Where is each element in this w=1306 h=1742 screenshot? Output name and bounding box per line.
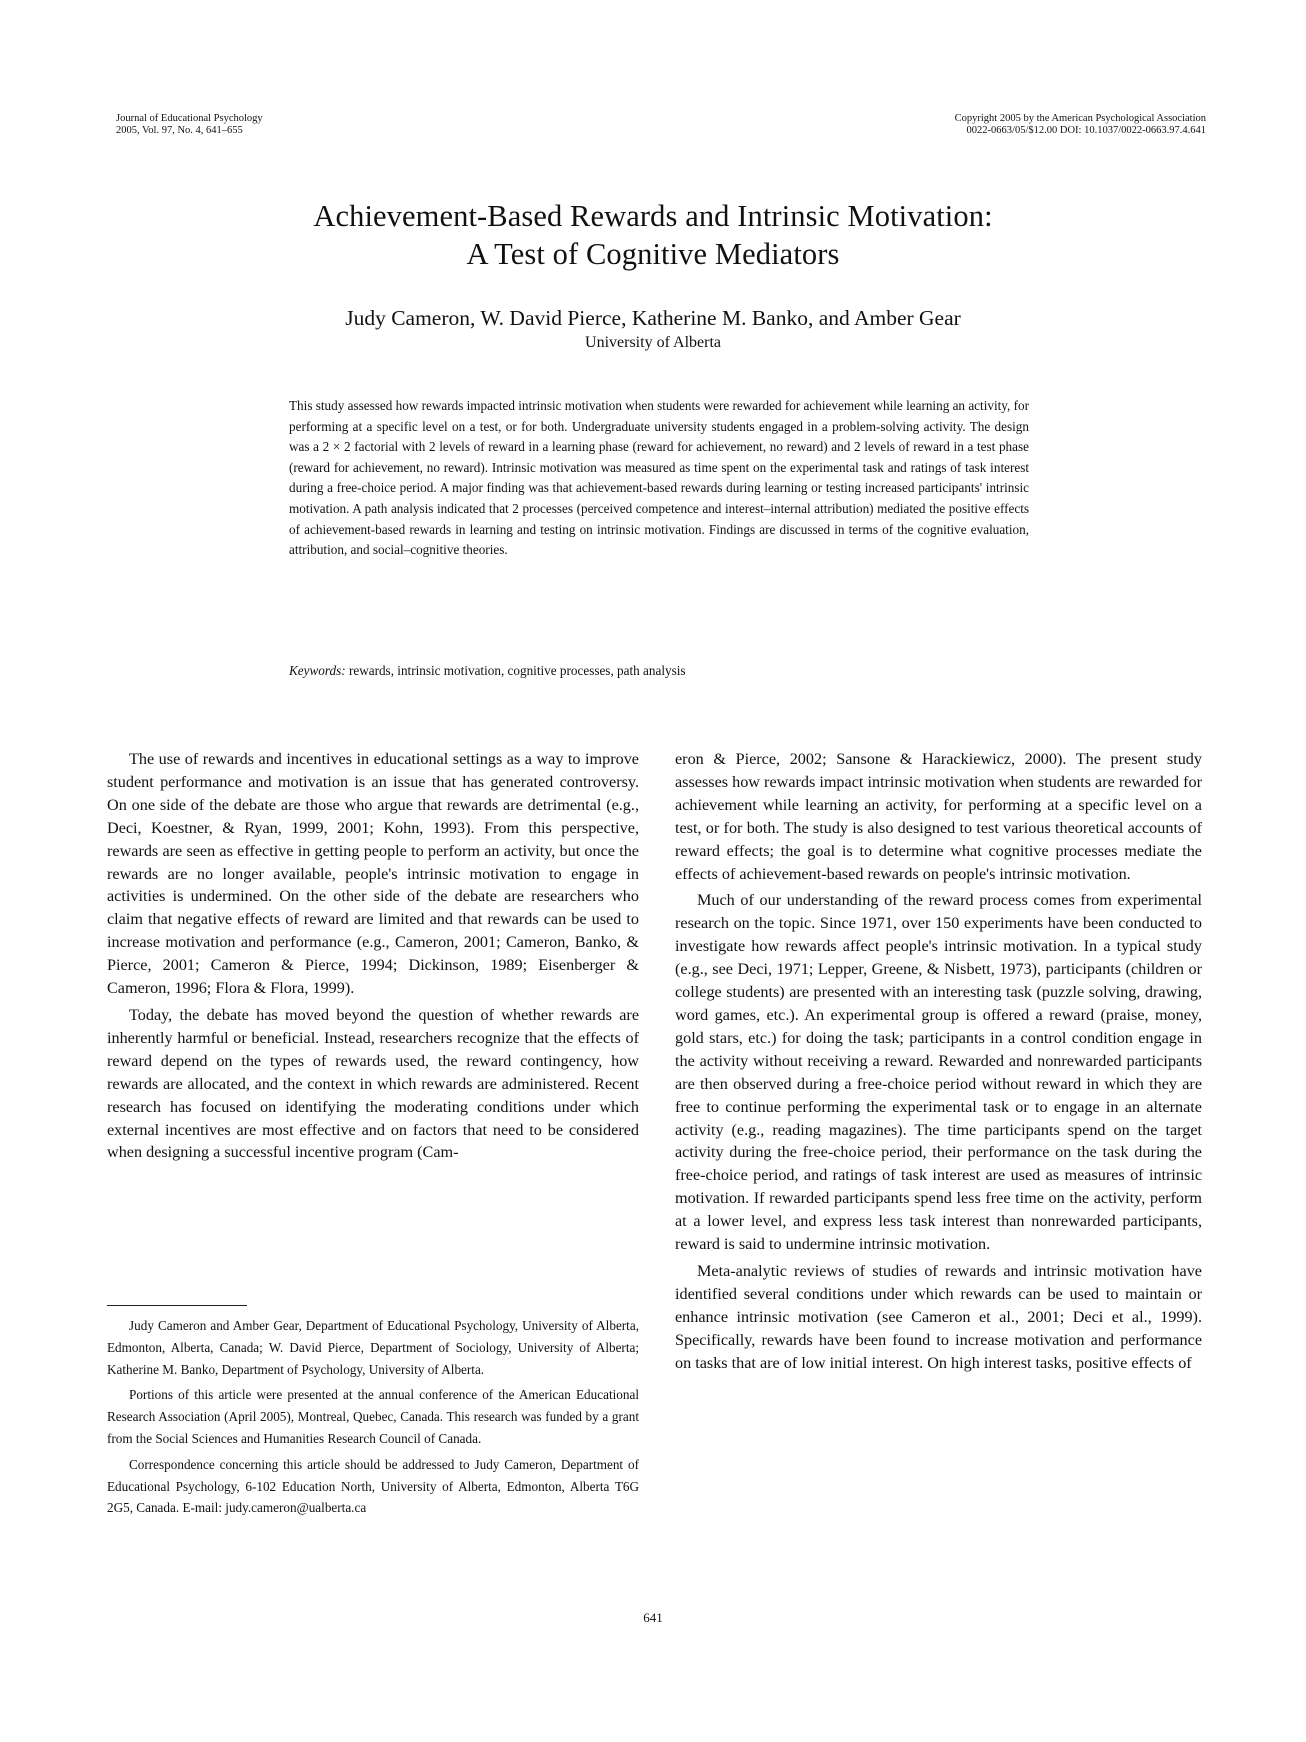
author-list: Judy Cameron, W. David Pierce, Katherine M. Banko, and Amber Gear <box>345 306 961 330</box>
abstract <box>289 396 1029 561</box>
copyright-header <box>955 113 1206 137</box>
footnotes <box>107 1315 639 1523</box>
keywords-label: Keywords: <box>289 663 346 678</box>
left-column <box>107 748 639 1168</box>
footnote-correspondence: Correspondence concerning this article should be addressed to Judy Cameron, Department of Educational Psychology, 6-102 Education North, University of Alberta, Edmonton, Alberta T6G 2G5, Canada. E-mail: judy.cameron@ualberta.ca <box>107 1456 639 1516</box>
title-line-1: Achievement-Based Rewards and Intrinsic Motivation: <box>313 199 993 233</box>
right-paragraph-2: Much of our understanding of the reward process comes from experimental research on the topic. Since 1971, over 150 experiments have been conducted to investigate how rewards affect people's intrinsic motivation. In a typical study (e.g., see Deci, 1971; Lepper, Greene, & Nisbett, 1973), participants (children or college students) are presented with an interesting task (puzzle solving, drawing, word games, etc.). An experimental group is offered a reward (praise, money, gold stars, etc.) for doing the task; participants in a control condition engage in the activity without receiving a reward. Rewarded and nonrewarded participants are then observed during a free-choice period without reward in which they are free to continue performing the experimental task or to engage in an alternate activity (e.g., reading magazines). The time participants spend on the target activity during the free-choice period, their performance on the task during the free-choice period, and ratings of task interest are used as measures of intrinsic motivation. If rewarded participants spend less free time on the activity, perform at a lower level, and express less task interest than nonrewarded participants, reward is said to undermine intrinsic motivation. <box>675 891 1202 1254</box>
keywords-text: rewards, intrinsic motivation, cognitive processes, path analysis <box>348 663 686 678</box>
right-paragraph-1: eron & Pierce, 2002; Sansone & Harackiewicz, 2000). The present study assesses how rewards impact intrinsic motivation when students are rewarded for achievement while learning an activity, for performing at a specific level on a test, or for both. The study is also designed to test various theoretical accounts of reward effects; the goal is to determine what cognitive processes mediate the effects of achievement-based rewards on people's intrinsic motivation. <box>675 750 1202 883</box>
affiliation: University of Alberta <box>585 334 721 351</box>
page-number: 641 <box>643 1610 663 1625</box>
right-paragraph-3: Meta-analytic reviews of studies of rewards and intrinsic motivation have identified several conditions under which rewards can be used to maintain or enhance intrinsic motivation (see Cameron et al., 2001; Deci et al., 1999). Specifically, rewards have been found to increase motivation and performance on tasks that are of low initial interest. On high interest tasks, positive effects of <box>675 1261 1202 1372</box>
title-line-2: A Test of Cognitive Mediators <box>466 237 840 271</box>
paper-title <box>0 197 1306 273</box>
footnote-divider <box>107 1305 247 1306</box>
journal-header <box>116 113 263 137</box>
keywords <box>289 661 1029 681</box>
doi-line: 0022-0663/05/$12.00 DOI: 10.1037/0022-0663.97.4.641 <box>966 125 1206 136</box>
abstract-text: This study assessed how rewards impacted intrinsic motivation when students were rewarded for achievement while learning an activity, for performing at a specific level on a test, or for both. Undergraduate university students engaged in a problem-solving activity. The design was a 2 × 2 factorial with 2 levels of reward in a learning phase (reward for achievement, no reward) and 2 levels of reward in a test phase (reward for achievement, no reward). Intrinsic motivation was measured as time spent on the experimental task and ratings of task interest during a free-choice period. A major finding was that achievement-based rewards during learning or testing increased participants' intrinsic motivation. A path analysis indicated that 2 processes (perceived competence and interest–internal attribution) mediated the positive effects of achievement-based rewards in learning and testing on intrinsic motivation. Findings are discussed in terms of the cognitive evaluation, attribution, and social–cognitive theories. <box>289 398 1029 558</box>
footnote-presentation: Portions of this article were presented at the annual conference of the American Educational Research Association (April 2005), Montreal, Quebec, Canada. This research was funded by a grant from the Social Sciences and Humanities Research Council of Canada. <box>107 1387 639 1446</box>
left-paragraph-2: Today, the debate has moved beyond the question of whether rewards are inherently harmful or beneficial. Instead, researchers recognize that the effects of reward depend on the types of rewards used, the reward contingency, how rewards are allocated, and the context in which rewards are administered. Recent research has focused on identifying the moderating conditions under which external incentives are most effective and on factors that need to be considered when designing a successful incentive program (Cam- <box>107 1005 639 1162</box>
right-column <box>675 748 1202 1378</box>
left-paragraph-1: The use of rewards and incentives in educational settings as a way to improve student performance and motivation is an issue that has generated controversy. On one side of the debate are those who argue that rewards are detrimental (e.g., Deci, Koestner, & Ryan, 1999, 2001; Kohn, 1993). From this perspective, rewards are seen as effective in getting people to perform an activity, but once the rewards are no longer available, people's intrinsic motivation to engage in activities is undermined. On the other side of the debate are researchers who claim that negative effects of reward are limited and that rewards can be used to increase motivation and performance (e.g., Cameron, 2001; Cameron, Banko, & Pierce, 2001; Cameron & Pierce, 1994; Dickinson, 1989; Eisenberger & Cameron, 1996; Flora & Flora, 1999). <box>107 750 639 998</box>
journal-name: Journal of Educational Psychology <box>116 113 263 124</box>
footnote-affiliations: Judy Cameron and Amber Gear, Department of Educational Psychology, University of Alberta, Edmonton, Alberta, Canada; W. David Pierce, Department of Sociology, University of Alberta; Katherine M. Banko, Department of Psychology, University of Alberta. <box>107 1318 639 1377</box>
volume-info: 2005, Vol. 97, No. 4, 641–655 <box>116 125 243 136</box>
copyright-line: Copyright 2005 by the American Psychological Association <box>954 113 1206 124</box>
